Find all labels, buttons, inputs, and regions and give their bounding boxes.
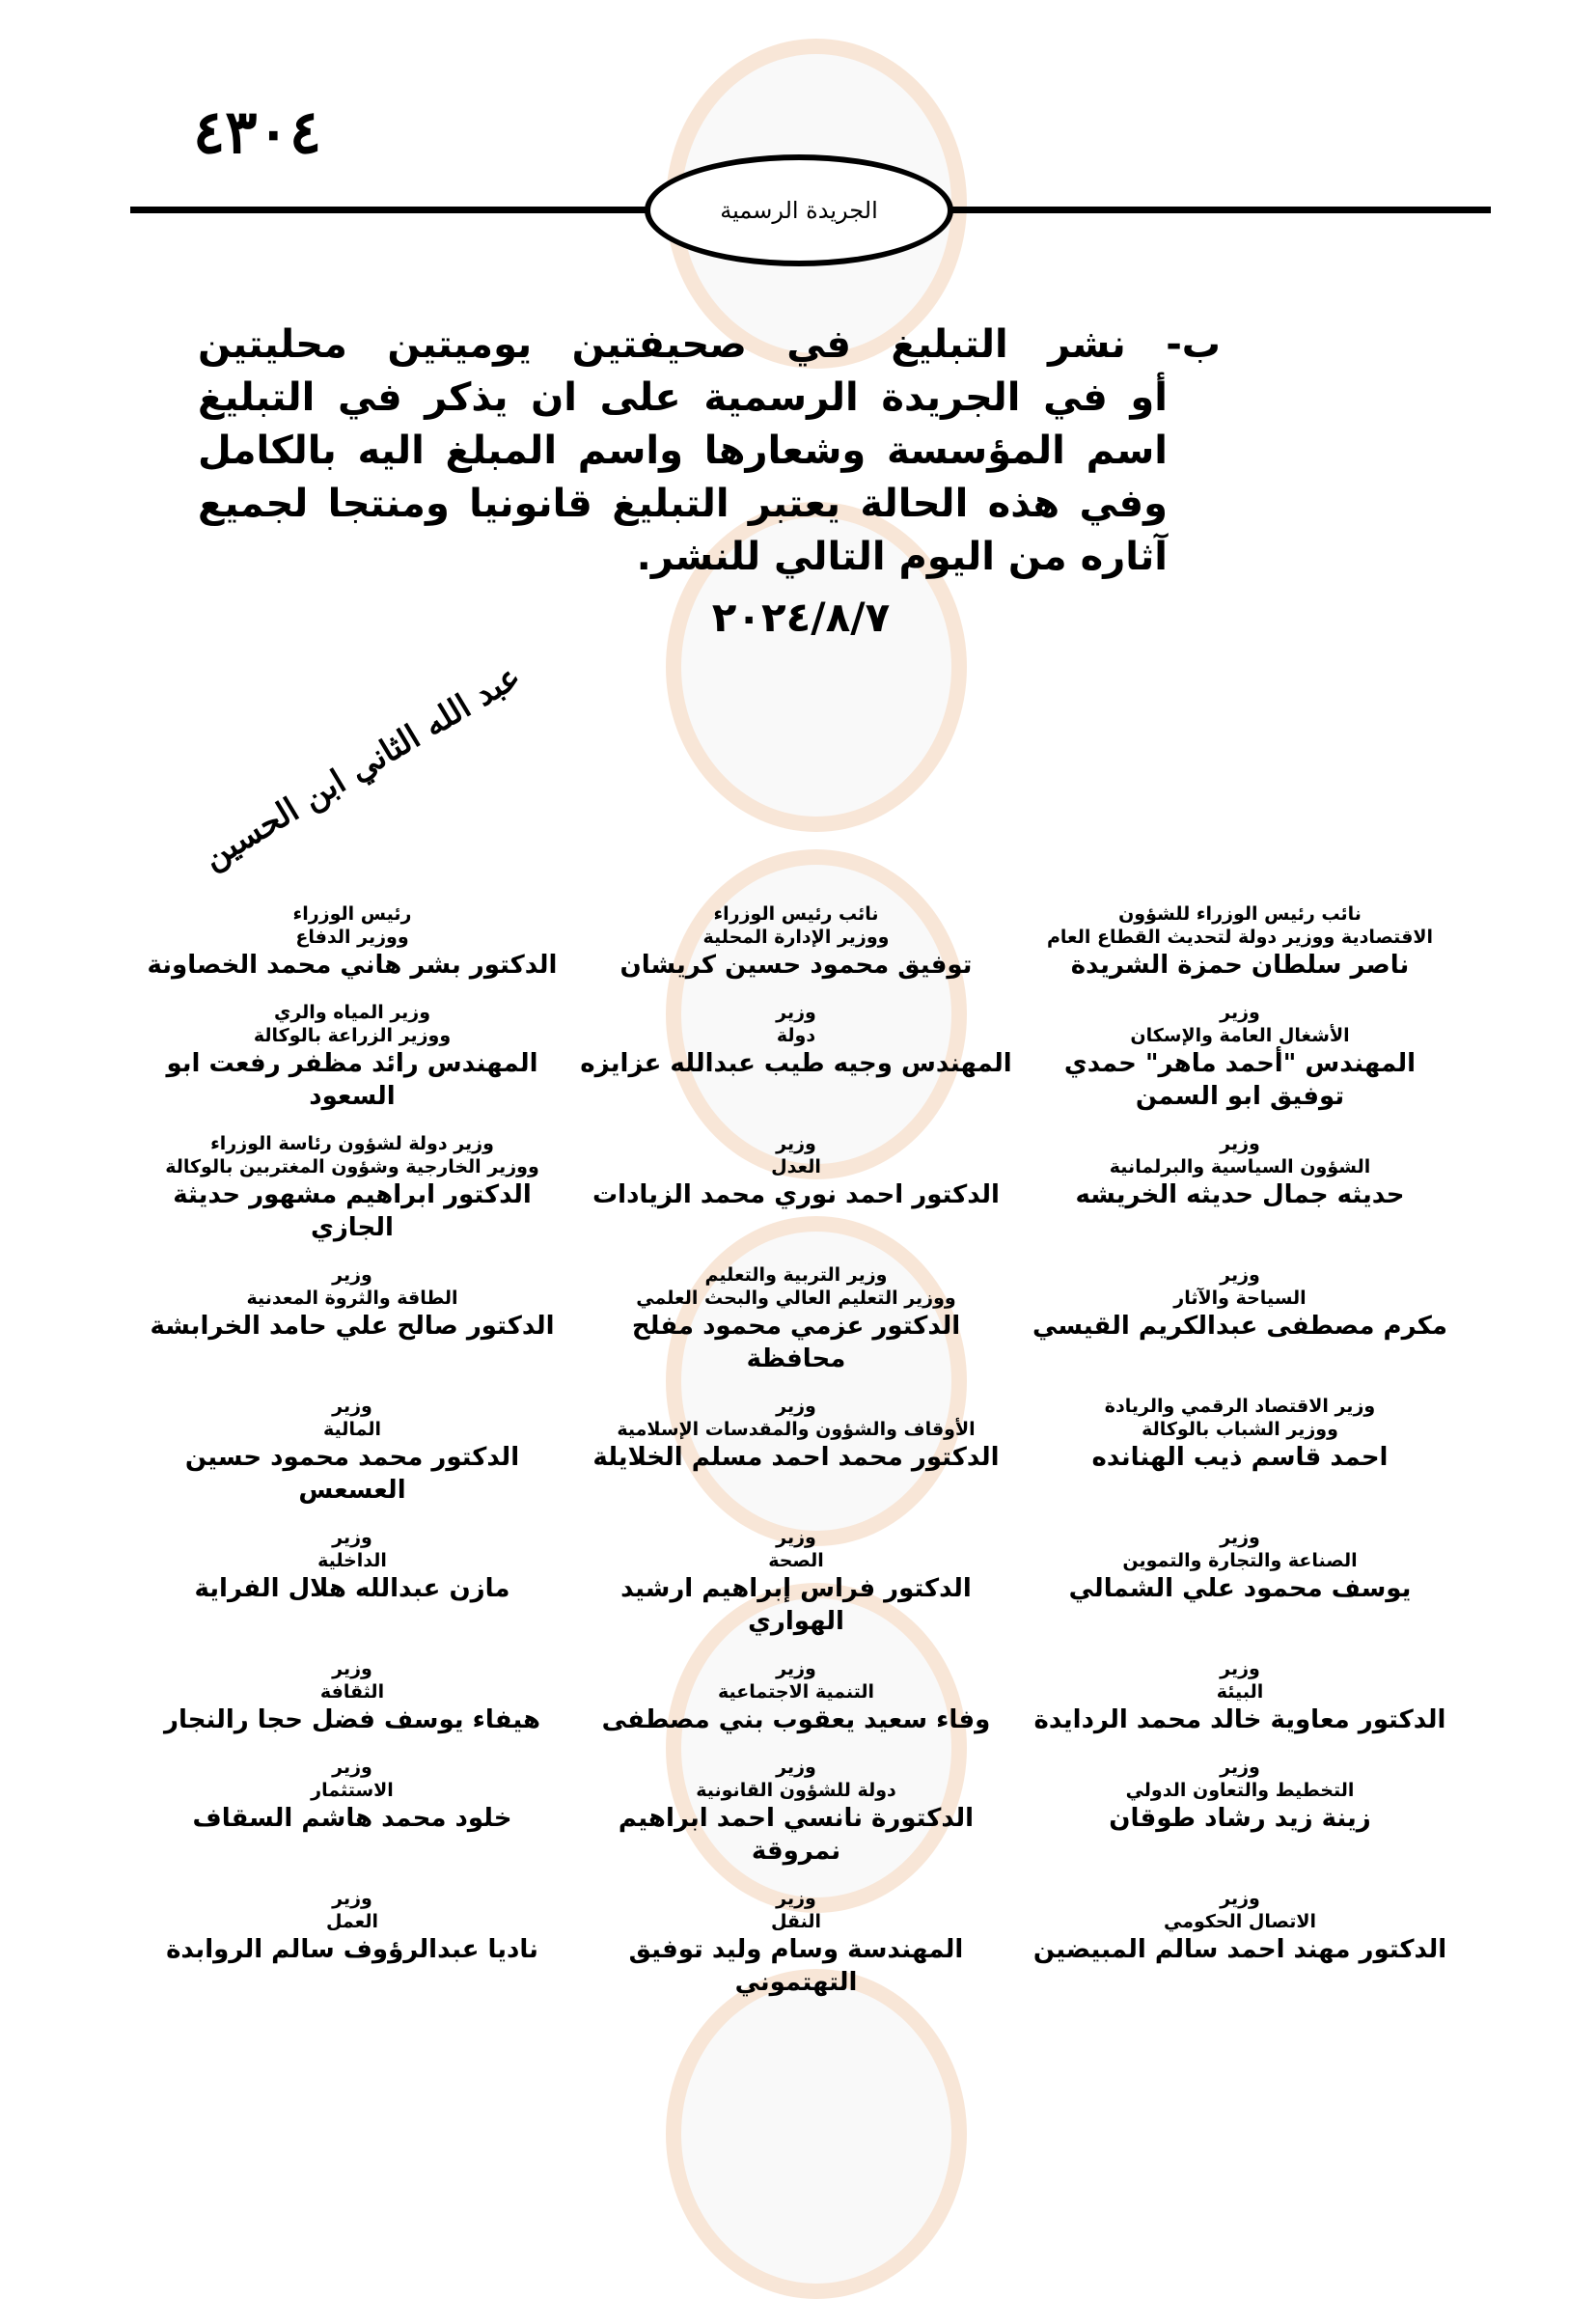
minister-signature-block	[1023, 1001, 1457, 1113]
minister-signature-block	[579, 1526, 1013, 1638]
decree-date: ٢٠٢٤/٨/٧	[711, 594, 891, 641]
minister-title: وزير المياه والري	[273, 1002, 431, 1023]
minister-title: ووزير الخارجية وشؤون المغتربين بالوكالة	[165, 1156, 539, 1177]
minister-name: الدكتور احمد نوري محمد الزيادات	[592, 1180, 1000, 1209]
minister-title: نائب رئيس الوزراء للشؤون	[1118, 903, 1362, 925]
minister-signature-block	[1023, 1887, 1457, 1999]
minister-title: الصناعة والتجارة والتموين	[1122, 1550, 1358, 1571]
minister-title: وزير	[1220, 1264, 1260, 1286]
minister-title: وزير	[1220, 1888, 1260, 1909]
minister-title: ووزير الإدارة المحلية	[702, 927, 890, 948]
minister-title: دولة للشؤون القانونية	[696, 1780, 896, 1801]
minister-title: وزير	[332, 1757, 372, 1778]
minister-title: ووزير الزراعة بالوكالة	[253, 1025, 452, 1046]
minister-title: وزير	[1220, 1002, 1260, 1023]
minister-name: مازن عبدالله هلال الفراية	[194, 1574, 510, 1603]
minister-signature-block	[579, 1657, 1013, 1736]
minister-title: وزير	[776, 1527, 816, 1548]
minister-signature-block	[1023, 1526, 1457, 1638]
minister-name: الدكتور ابراهيم مشهور حديثة الجازي	[173, 1180, 532, 1242]
minister-title: المالية	[323, 1419, 381, 1440]
minister-title: وزير	[776, 1396, 816, 1417]
minister-title: الأوقاف والشؤون والمقدسات الإسلامية	[617, 1419, 976, 1440]
minister-name: المهندس "أحمد ماهر" حمدي توفيق ابو السمن	[1063, 1049, 1417, 1111]
minister-title: وزير	[776, 1888, 816, 1909]
minister-title: الطاقة والثروة المعدنية	[246, 1288, 458, 1309]
minister-signature-block	[1023, 1395, 1457, 1507]
minister-title: وزير	[1220, 1658, 1260, 1679]
minister-title: وزير	[1220, 1527, 1260, 1548]
minister-title: وزير	[776, 1133, 816, 1154]
minister-title: التنمية الاجتماعية	[717, 1681, 875, 1703]
minister-title: وزير	[332, 1264, 372, 1286]
minister-name: الدكتور فراس إبراهيم ارشيد الهواري	[620, 1574, 972, 1636]
minister-title: نائب رئيس الوزراء	[713, 903, 879, 925]
minister-signatures	[135, 902, 1457, 1999]
minister-signature-block	[135, 1657, 569, 1736]
minister-signature-block	[135, 1756, 569, 1868]
minister-signature-block	[579, 1756, 1013, 1868]
minister-name: ناصر سلطان حمزة الشريدة	[1070, 951, 1410, 980]
minister-title: وزير	[776, 1658, 816, 1679]
minister-title: وزير	[332, 1527, 372, 1548]
minister-name: الدكتور محمد احمد مسلم الخلايلة	[592, 1443, 1000, 1472]
minister-title: العدل	[771, 1156, 821, 1177]
minister-name: الدكتورة نانسي احمد ابراهيم نمروقة	[618, 1804, 975, 1866]
minister-signature-block	[135, 1887, 569, 1999]
minister-name: مكرم مصطفى عبدالكريم القيسي	[1032, 1312, 1447, 1341]
minister-title: الثقافة	[319, 1681, 385, 1703]
minister-title: الاتصال الحكومي	[1163, 1911, 1317, 1932]
minister-name: الدكتور مهند احمد سالم المبيضين	[1032, 1935, 1447, 1964]
royal-signature: عبد الله الثاني ابن الحسين	[196, 656, 528, 878]
minister-title: ووزير الشباب بالوكالة	[1142, 1419, 1338, 1440]
minister-signature-block	[1023, 1132, 1457, 1244]
minister-signature-block	[1023, 902, 1457, 982]
minister-name: وفاء سعيد يعقوب بني مصطفى	[601, 1705, 991, 1734]
minister-signature-block	[135, 1001, 569, 1113]
minister-signature-block	[135, 1132, 569, 1244]
minister-name: الدكتور صالح علي حامد الخرابشة	[150, 1312, 555, 1341]
minister-title: الاقتصادية ووزير دولة لتحديث القطاع العام	[1046, 927, 1434, 948]
minister-title: ووزير التعليم العالي والبحث العلمي	[636, 1288, 956, 1309]
minister-title: دولة	[776, 1025, 816, 1046]
watermark-clock-icon	[666, 1969, 967, 2299]
minister-name: زينة زيد رشاد طوقان	[1109, 1804, 1371, 1833]
minister-name: الدكتور عزمي محمود مفلح محافظة	[631, 1312, 961, 1373]
minister-signature-block	[135, 1526, 569, 1638]
clause-rest: أو في الجريدة الرسمية على ان يذكر في التبليغ اسم المؤسسة وشعارها واسم المبلغ اليه بالكامل وفي هذه الحالة يعتبر التبليغ قانونيا ومنتجا لجميع آثاره من اليوم التالي للنشر.	[198, 375, 1168, 579]
minister-name: ناديا عبدالرؤوف سالم الروابدة	[166, 1935, 538, 1964]
minister-name: الدكتور محمد محمود حسين العسعس	[184, 1443, 520, 1505]
minister-title: رئيس الوزراء	[292, 903, 412, 925]
minister-signature-block	[1023, 1657, 1457, 1736]
minister-title: وزير	[776, 1757, 816, 1778]
minister-title: ووزير الدفاع	[295, 927, 409, 948]
minister-title: وزير التربية والتعليم	[704, 1264, 888, 1286]
minister-title: وزير	[332, 1396, 372, 1417]
minister-title: وزير	[332, 1888, 372, 1909]
minister-title: وزير الاقتصاد الرقمي والريادة	[1104, 1396, 1376, 1417]
minister-signature-block	[135, 1395, 569, 1507]
minister-title: النقل	[770, 1911, 822, 1932]
minister-title: التخطيط والتعاون الدولي	[1125, 1780, 1355, 1801]
minister-title: البيئة	[1216, 1681, 1264, 1703]
minister-name: المهندس وجيه طيب عبدالله عزايزه	[580, 1049, 1012, 1078]
minister-title: الداخلية	[317, 1550, 387, 1571]
minister-signature-block	[579, 1263, 1013, 1375]
minister-name: المهندسة وسام وليد توفيق التهتموني	[628, 1935, 964, 1997]
minister-title: وزير	[332, 1658, 372, 1679]
minister-name: الدكتور معاوية خالد محمد الردايدة	[1033, 1705, 1446, 1734]
minister-title: الشؤون السياسية والبرلمانية	[1109, 1156, 1371, 1177]
minister-name: احمد قاسم ذيب الهنانده	[1091, 1443, 1389, 1472]
clause-text	[198, 319, 1221, 584]
minister-name: يوسف محمود علي الشمالي	[1068, 1574, 1412, 1603]
minister-name: حديثه جمال حديثه الخريشه	[1075, 1180, 1405, 1209]
minister-name: توفيق محمود حسين كريشان	[619, 951, 973, 980]
minister-signature-block	[579, 1132, 1013, 1244]
minister-signature-block	[1023, 1263, 1457, 1375]
minister-signature-block	[579, 1395, 1013, 1507]
minister-signature-block	[1023, 1756, 1457, 1868]
minister-title: وزير دولة لشؤون رئاسة الوزراء	[210, 1133, 494, 1154]
minister-name: خلود محمد هاشم السقاف	[192, 1804, 512, 1833]
minister-signature-block	[579, 1887, 1013, 1999]
page-number: ٤٣٠٤	[193, 97, 322, 167]
minister-signature-block	[579, 1001, 1013, 1113]
minister-title: الأشغال العامة والإسكان	[1130, 1025, 1350, 1046]
minister-name: المهندس رائد مظفر رفعت ابو السعود	[166, 1049, 538, 1111]
minister-title: وزير	[1220, 1757, 1260, 1778]
minister-signature-block	[135, 902, 569, 982]
minister-title: وزير	[1220, 1133, 1260, 1154]
minister-title: السياحة والآثار	[1173, 1288, 1307, 1309]
minister-signature-block	[135, 1263, 569, 1375]
gazette-title: الجريدة الرسمية	[645, 154, 953, 266]
minister-signature-block	[579, 902, 1013, 982]
minister-name: الدكتور بشر هاني محمد الخصاونة	[147, 951, 558, 980]
minister-name: هيفاء يوسف فضل حجا رالنجار	[163, 1705, 541, 1734]
clause-line-1: ب- نشر التبليغ في صحيفتين يوميتين محليتين	[198, 322, 1221, 367]
minister-title: الصحة	[768, 1550, 824, 1571]
minister-title: وزير	[776, 1002, 816, 1023]
minister-title: العمل	[325, 1911, 379, 1932]
minister-title: الاستثمار	[311, 1780, 394, 1801]
